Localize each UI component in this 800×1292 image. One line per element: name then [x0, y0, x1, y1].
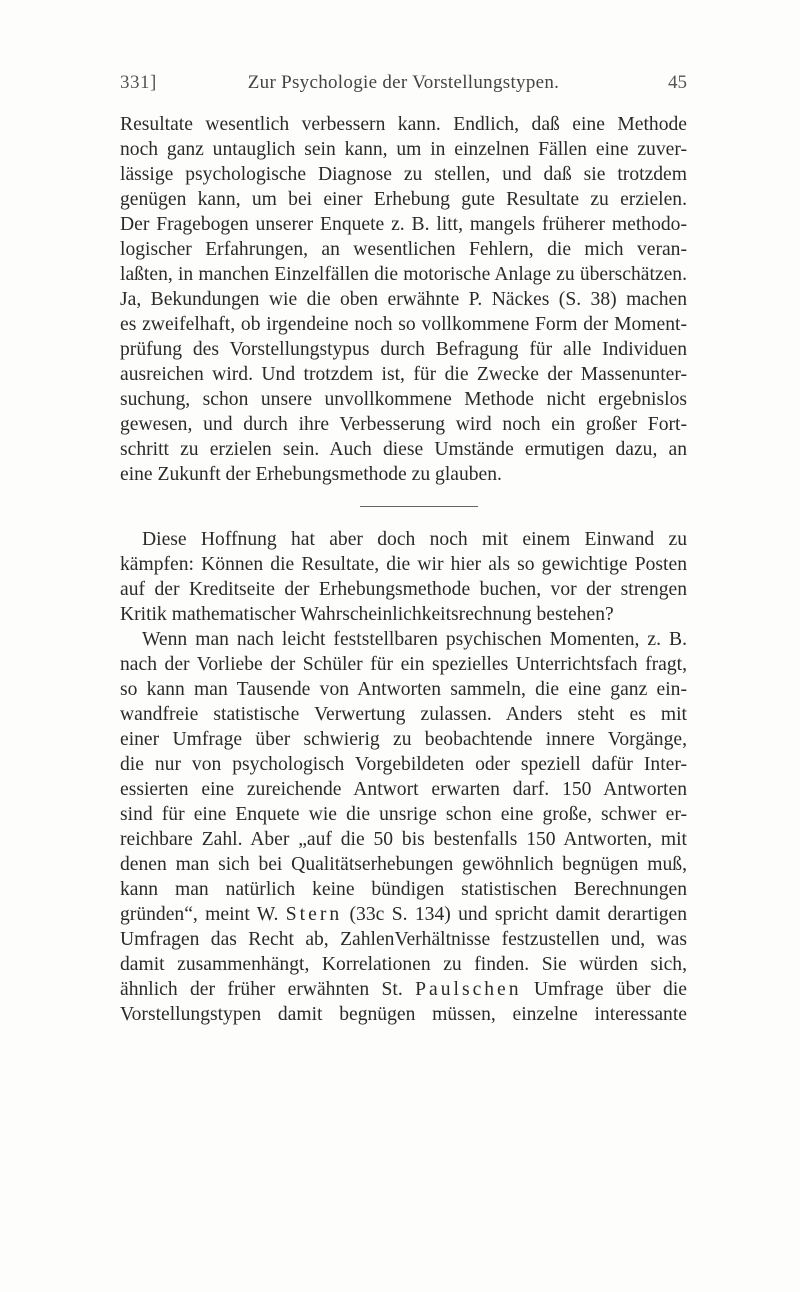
paragraph-2	[120, 527, 687, 627]
text-line: eine Zukunft der Erhebungsmethode zu glauben.	[120, 464, 502, 485]
running-title: Zur Psychologie der Vorstellungstypen.	[247, 72, 560, 93]
text-line: noch ganz untauglich sein kann, um in einzelnen Fällen eine zuver-	[120, 139, 687, 160]
text-line: laßten, in manchen Einzelfällen die motorische Anlage zu überschätzen.	[120, 264, 687, 285]
text-line: gewesen, und durch ihre Verbesserung wird noch ein großer Fort-	[120, 414, 687, 435]
text-line: einer Umfrage über schwierig zu beobachtende innere Vorgänge,	[120, 729, 687, 750]
page-number: 45	[668, 72, 687, 93]
text-line: essierten eine zureichende Antwort erwarten darf. 150 Antworten	[120, 779, 687, 800]
paragraph-1	[120, 112, 687, 487]
text-line: denen man sich bei Qualitätserhebungen gewöhnlich begnügen muß,	[120, 854, 687, 875]
text-line: kämpfen: Können die Resultate, die wir hier als so gewichtige Posten	[120, 554, 687, 575]
text-line: nach der Vorliebe der Schüler für ein spezielles Unterrichtsfach fragt,	[120, 654, 687, 675]
text-line: schritt zu erzielen sein. Auch diese Umstände ermutigen dazu, an	[120, 439, 687, 460]
text-line: Ja, Bekundungen wie die oben erwähnte P. Näckes (S. 38) machen	[120, 289, 687, 310]
text-line: so kann man Tausende von Antworten sammeln, die eine ganz ein-	[120, 679, 687, 700]
text-fragment: Umfrage über die	[533, 979, 687, 1000]
text-line: Diese Hoffnung hat aber doch noch mit einem Einwand zu	[142, 529, 687, 550]
text-line: Umfragen das Recht ab, ZahlenVerhältnisse festzustellen und, was	[120, 929, 687, 950]
text-line: genügen kann, um bei einer Erhebung gute Resultate zu erzielen.	[120, 189, 687, 210]
section-divider	[120, 487, 687, 527]
text-fragment: ähnlich der früher erwähnten St.	[120, 979, 403, 1000]
text-line: es zweifelhaft, ob irgendeine noch so vollkommene Form der Moment-	[120, 314, 687, 335]
text-fragment: (33c S. 134) und spricht damit derartigen	[349, 904, 687, 925]
author-name-paul: Paulschen	[415, 979, 522, 1000]
text-line: logischer Erfahrungen, an wesentlichen Fehlern, die mich veran-	[120, 239, 687, 260]
text-line: Kritik mathematischer Wahrscheinlichkeitsrechnung bestehen?	[120, 604, 614, 625]
divider-rule	[360, 506, 478, 507]
text-line: Wenn man nach leicht feststellbaren psychischen Momenten, z. B.	[142, 629, 687, 650]
text-line: kann man natürlich keine bündigen statistischen Berechnungen	[120, 879, 687, 900]
text-line: damit zusammenhängt, Korrelationen zu finden. Sie würden sich,	[120, 954, 687, 975]
text-line: ausreichen wird. Und trotzdem ist, für die Zwecke der Massenunter-	[120, 364, 687, 385]
paragraph-3	[120, 627, 687, 1027]
text-line: lässige psychologische Diagnose zu stellen, und daß sie trotzdem	[120, 164, 687, 185]
page-reference: 331]	[120, 72, 157, 93]
page-header	[120, 72, 687, 100]
text-line: Resultate wesentlich verbessern kann. Endlich, daß eine Methode	[120, 114, 687, 135]
text-line	[120, 902, 687, 927]
author-name-stern: Stern	[285, 904, 343, 925]
text-line: reichbare Zahl. Aber „auf die 50 bis bestenfalls 150 Antworten, mit	[120, 829, 687, 850]
text-line: prüfung des Vorstellungstypus durch Befragung für alle Individuen	[120, 339, 687, 360]
text-fragment: gründen“, meint W.	[120, 904, 279, 925]
text-line: auf der Kreditseite der Erhebungsmethode buchen, vor der strengen	[120, 579, 687, 600]
text-line: sind für eine Enquete wie die unsrige schon eine große, schwer er-	[120, 804, 687, 825]
text-line: wandfreie statistische Verwertung zulassen. Anders steht es mit	[120, 704, 687, 725]
text-line: Der Fragebogen unserer Enquete z. B. litt, mangels früherer methodo-	[120, 214, 687, 235]
text-line	[120, 977, 687, 1002]
body-text	[120, 112, 687, 1027]
text-line: suchung, schon unsere unvollkommene Methode nicht ergebnislos	[120, 389, 687, 410]
text-line: die nur von psychologisch Vorgebildeten oder speziell dafür Inter-	[120, 754, 687, 775]
text-line: Vorstellungstypen damit begnügen müssen, einzelne interessante	[120, 1004, 687, 1025]
